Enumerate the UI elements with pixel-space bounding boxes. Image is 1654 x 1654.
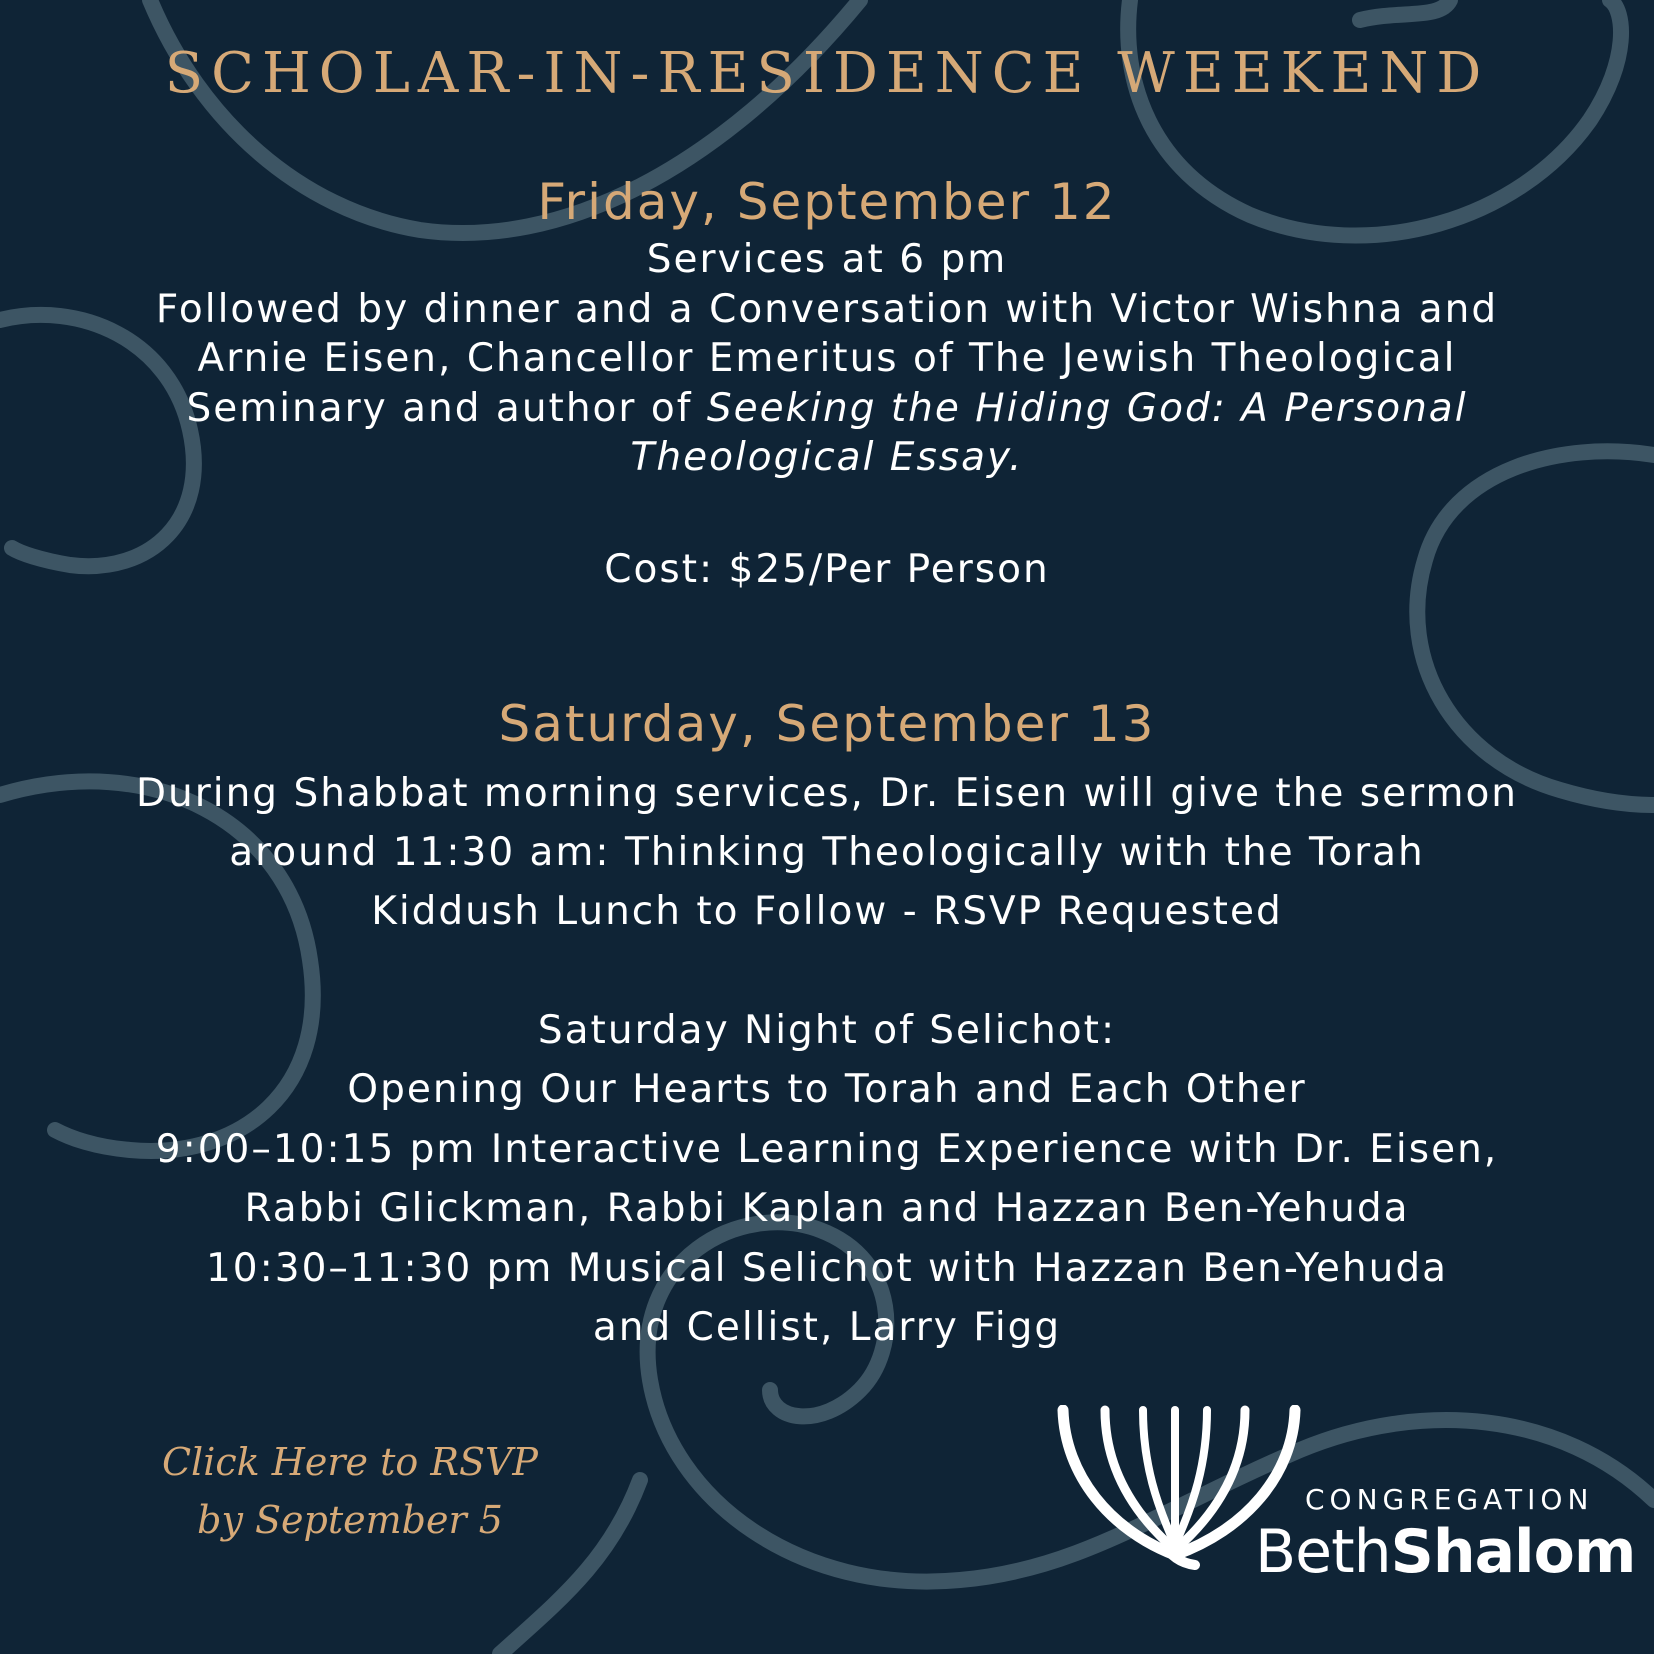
logo-name-shalom: Shalom: [1390, 1517, 1636, 1587]
rsvp-line1[interactable]: Click Here to RSVP: [161, 1440, 538, 1484]
session2-line2: and Cellist, Larry Figg: [592, 1305, 1062, 1350]
friday-cost: Cost: $25/Per Person: [604, 547, 1050, 592]
friday-description-line2: Arnie Eisen, Chancellor Emeritus of The Jewish Theological: [197, 336, 1457, 381]
congregation-logo: [1055, 1405, 1636, 1595]
saturday-line2: around 11:30 am: Thinking Theologically with the Torah: [229, 830, 1425, 875]
logo-name-beth: Beth: [1255, 1517, 1391, 1587]
friday-description-line3: [0, 384, 1654, 434]
friday-description-prefix: Seminary and author of: [186, 386, 707, 431]
book-title-part2: Theological Essay.: [630, 435, 1024, 480]
page-title: SCHOLAR-IN-RESIDENCE WEEKEND: [164, 41, 1490, 106]
saturday-line3: Kiddush Lunch to Follow - RSVP Requested: [371, 889, 1283, 934]
logo-congregation-text: CONGREGATION: [1305, 1483, 1594, 1516]
rsvp-link[interactable]: [120, 1433, 580, 1549]
session1-line1: 9:00–10:15 pm Interactive Learning Experience with Dr. Eisen,: [155, 1127, 1499, 1172]
rsvp-line2[interactable]: by September 5: [197, 1498, 503, 1542]
swirl-top-right-hook: [1360, 0, 1450, 20]
logo-name: [1255, 1517, 1635, 1587]
book-title-part1: Seeking the Hiding God: A Personal: [706, 386, 1468, 431]
session2-line1: 10:30–11:30 pm Musical Selichot with Hazzan Ben-Yehuda: [205, 1246, 1448, 1291]
session1-line2: Rabbi Glickman, Rabbi Kaplan and Hazzan Ben-Yehuda: [244, 1186, 1410, 1231]
saturday-heading: Saturday, September 13: [498, 695, 1156, 753]
saturday-line1: During Shabbat morning services, Dr. Eisen will give the sermon: [135, 771, 1519, 816]
friday-heading: Friday, September 12: [537, 173, 1117, 231]
selichot-title: Saturday Night of Selichot:: [537, 1008, 1117, 1053]
friday-services: Services at 6 pm: [646, 237, 1008, 282]
friday-description-line1: Followed by dinner and a Conversation with Victor Wishna and: [155, 287, 1499, 332]
selichot-subtitle: Opening Our Hearts to Torah and Each Other: [347, 1067, 1307, 1112]
